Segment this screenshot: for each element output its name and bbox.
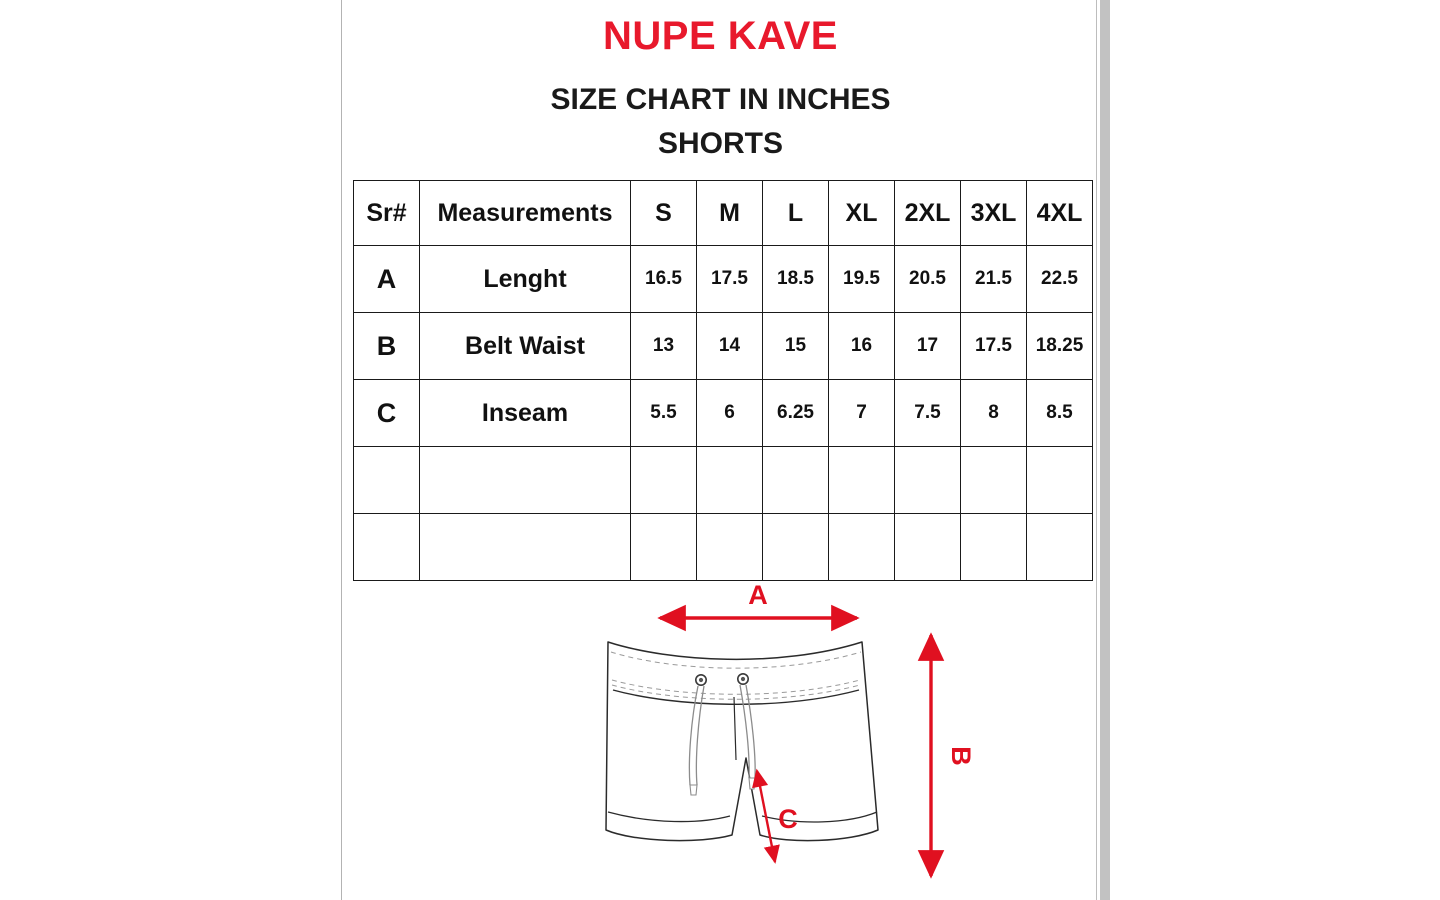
drawstring-eyelet-left bbox=[696, 675, 706, 685]
row-value-2xl bbox=[895, 447, 961, 514]
column-header-m: M bbox=[697, 181, 763, 246]
chart-subtitle-line-1: SIZE CHART IN INCHES bbox=[550, 83, 891, 116]
table-row bbox=[354, 514, 1093, 581]
row-value-l: 6.25 bbox=[763, 380, 829, 447]
dimension-c-label: C bbox=[778, 804, 798, 834]
table-row bbox=[354, 447, 1093, 514]
dimension-b-annotation bbox=[931, 635, 976, 876]
row-sr: A bbox=[354, 246, 420, 313]
row-sr: C bbox=[354, 380, 420, 447]
row-value-s: 16.5 bbox=[631, 246, 697, 313]
row-measurement bbox=[420, 447, 631, 514]
column-header-xl: XL bbox=[829, 181, 895, 246]
row-measurement bbox=[420, 514, 631, 581]
table-row bbox=[354, 380, 1093, 447]
dimension-a-annotation bbox=[660, 580, 857, 618]
drawstring-tip-left bbox=[690, 785, 697, 795]
row-value-3xl: 8 bbox=[961, 380, 1027, 447]
row-value-s: 13 bbox=[631, 313, 697, 380]
brand-title: NUPE KAVE bbox=[603, 14, 838, 58]
column-header-2xl: 2XL bbox=[895, 181, 961, 246]
row-measurement: Inseam bbox=[420, 380, 631, 447]
row-value-s: 5.5 bbox=[631, 380, 697, 447]
row-value-2xl: 20.5 bbox=[895, 246, 961, 313]
row-value-2xl: 7.5 bbox=[895, 380, 961, 447]
row-sr bbox=[354, 514, 420, 581]
row-value-4xl: 8.5 bbox=[1027, 380, 1093, 447]
column-header-sr: Sr# bbox=[354, 181, 420, 246]
row-value-3xl bbox=[961, 447, 1027, 514]
row-value-l bbox=[763, 447, 829, 514]
row-value-4xl: 22.5 bbox=[1027, 246, 1093, 313]
column-header-3xl: 3XL bbox=[961, 181, 1027, 246]
row-value-m: 6 bbox=[697, 380, 763, 447]
row-value-s bbox=[631, 514, 697, 581]
chart-subtitle-line-2: SHORTS bbox=[657, 126, 783, 160]
row-value-s bbox=[631, 447, 697, 514]
chart-subtitle bbox=[353, 78, 1088, 165]
shorts-diagram bbox=[560, 580, 1020, 900]
shorts-illustration bbox=[606, 642, 878, 841]
row-value-l: 18.5 bbox=[763, 246, 829, 313]
page-right-band bbox=[1100, 0, 1110, 900]
dimension-a-label: A bbox=[748, 580, 768, 610]
row-value-l bbox=[763, 514, 829, 581]
row-value-m: 14 bbox=[697, 313, 763, 380]
table-row bbox=[354, 313, 1093, 380]
row-value-4xl: 18.25 bbox=[1027, 313, 1093, 380]
row-value-4xl bbox=[1027, 514, 1093, 581]
row-value-l: 15 bbox=[763, 313, 829, 380]
row-value-xl: 7 bbox=[829, 380, 895, 447]
row-value-xl bbox=[829, 447, 895, 514]
page-left-rule bbox=[341, 0, 342, 900]
table-header-row bbox=[354, 181, 1093, 246]
column-header-l: L bbox=[763, 181, 829, 246]
dimension-b-label: B bbox=[946, 746, 976, 766]
row-value-xl: 16 bbox=[829, 313, 895, 380]
page-right-rule bbox=[1096, 0, 1097, 900]
row-value-2xl bbox=[895, 514, 961, 581]
row-value-m bbox=[697, 514, 763, 581]
table-row bbox=[354, 246, 1093, 313]
row-value-xl: 19.5 bbox=[829, 246, 895, 313]
column-header-s: S bbox=[631, 181, 697, 246]
row-value-m: 17.5 bbox=[697, 246, 763, 313]
row-value-xl bbox=[829, 514, 895, 581]
drawstring-tip-right bbox=[749, 778, 755, 789]
drawstring-eyelet-right bbox=[738, 674, 748, 684]
row-value-3xl: 17.5 bbox=[961, 313, 1027, 380]
size-chart-table bbox=[353, 180, 1093, 581]
row-value-3xl bbox=[961, 514, 1027, 581]
row-value-2xl: 17 bbox=[895, 313, 961, 380]
row-sr bbox=[354, 447, 420, 514]
row-sr: B bbox=[354, 313, 420, 380]
row-value-4xl bbox=[1027, 447, 1093, 514]
row-value-m bbox=[697, 447, 763, 514]
row-measurement: Belt Waist bbox=[420, 313, 631, 380]
row-value-3xl: 21.5 bbox=[961, 246, 1027, 313]
column-header-4xl: 4XL bbox=[1027, 181, 1093, 246]
row-measurement: Lenght bbox=[420, 246, 631, 313]
column-header-measurements: Measurements bbox=[420, 181, 631, 246]
shorts-body-outline bbox=[606, 642, 878, 841]
